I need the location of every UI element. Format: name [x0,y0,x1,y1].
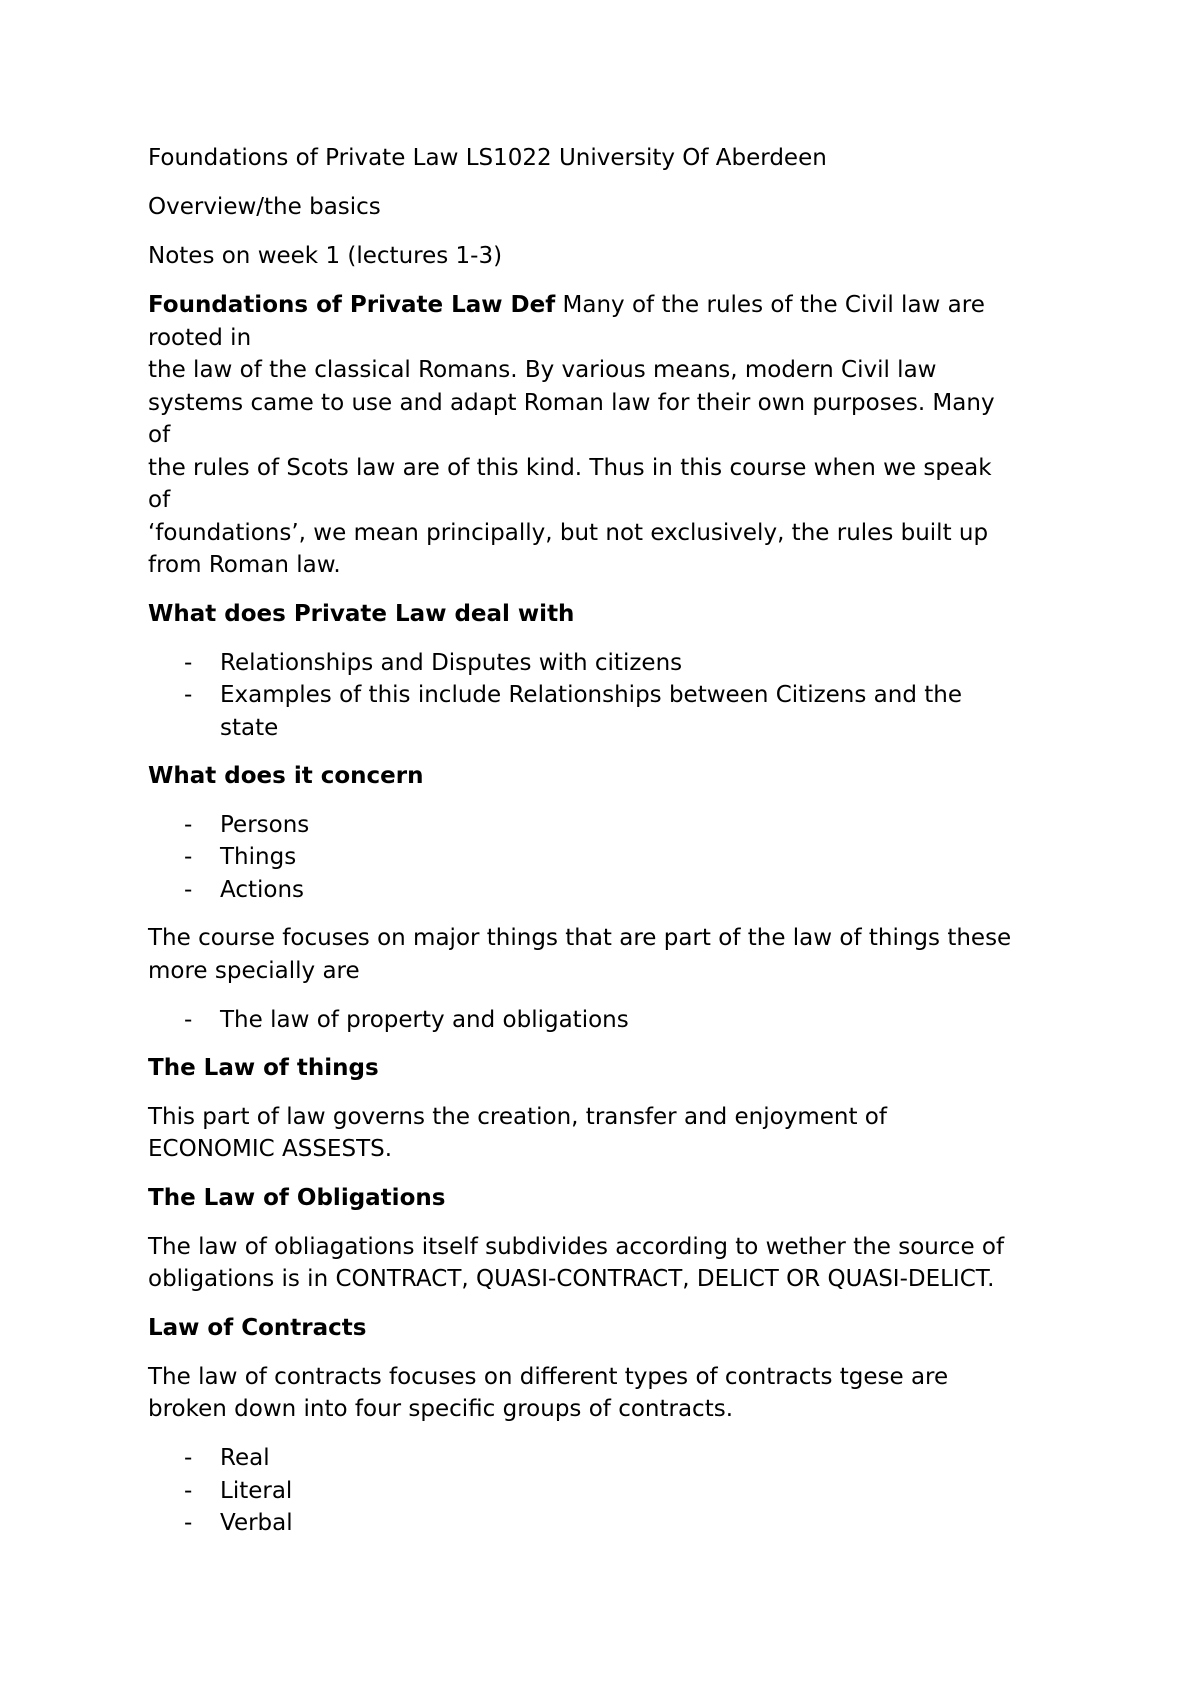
law-of-things-paragraph [148,1101,1078,1166]
contracts-paragraph [148,1361,1078,1426]
list-item-text: Things [220,844,297,870]
document-subtitle: Overview/the basics [148,194,381,220]
contracts-line: broken down into four specific groups of contracts. [148,1396,734,1422]
intro-bold-lead: Foundations of Private Law Def [148,292,556,318]
list-item-text: Persons [220,811,310,838]
list-dash-marker: - [184,811,193,838]
heading-concern: What does it concern [148,763,424,789]
list-item [148,809,1078,842]
heading-law-of-obligations: The Law of Obligations [148,1185,446,1211]
intro-line: systems came to use and adapt Roman law for their own purposes. Many [148,389,995,416]
document-body [148,142,1078,1556]
list-item-text: Relationships and Disputes with citizens [220,649,683,676]
list-item [148,1004,1078,1037]
list-dash-marker: - [184,876,193,903]
list-dash-marker: - [184,649,193,676]
obligations-line: obligations is in CONTRACT, QUASI-CONTRACT, DELICT OR QUASI-DELICT. [148,1266,995,1292]
list-item [148,1442,1078,1475]
concern-list [148,809,1078,907]
intro-line: from Roman law. [148,552,341,578]
list-item-text: Examples of this include Relationships between Citizens and the [220,682,963,708]
intro-line: of [148,422,171,448]
heading-law-of-contracts: Law of Contracts [148,1315,367,1341]
list-item-text: state [220,714,279,741]
focus-paragraph [148,922,1078,987]
law-of-things-line: This part of law governs the creation, transfer and enjoyment of [148,1103,887,1130]
list-item-text: Literal [220,1477,293,1504]
list-item [148,1507,1078,1540]
intro-line: the law of the classical Romans. By various means, modern Civil law [148,357,937,383]
list-item-text: Verbal [220,1510,293,1536]
focus-line: The course focuses on major things that are part of the law of things these [148,925,1012,951]
list-item [148,647,1078,680]
list-item-text: Real [220,1445,270,1471]
list-item-text: Actions [220,876,305,903]
obligations-line: The law of obliagations itself subdivides according to wether the source of [148,1233,1005,1260]
list-item [148,874,1078,907]
document-title: Foundations of Private Law LS1022 University Of Aberdeen [148,145,827,171]
intro-first-line [148,289,1078,322]
obligations-paragraph [148,1231,1078,1296]
heading-deal-with: What does Private Law deal with [148,601,575,627]
list-dash-marker: - [184,844,193,870]
heading-law-of-things: The Law of things [148,1055,379,1081]
intro-line: of [148,487,171,513]
intro-line: ‘foundations’, we mean principally, but not exclusively, the rules built up [148,519,989,546]
list-item [148,841,1078,874]
week-notes-line: Notes on week 1 (lectures 1-3) [148,243,503,269]
focus-line: more specially are [148,957,360,984]
list-item-text: The law of property and obligations [220,1006,629,1033]
deal-with-list [148,647,1078,745]
law-of-things-line: ECONOMIC ASSESTS. [148,1136,393,1162]
list-dash-marker: - [184,1510,193,1536]
contracts-list [148,1442,1078,1540]
list-dash-marker: - [184,682,193,708]
list-dash-marker: - [184,1445,193,1471]
intro-line: rooted in [148,324,252,351]
focus-list [148,1004,1078,1037]
list-item [148,1475,1078,1508]
list-dash-marker: - [184,1006,193,1033]
list-item [148,679,1078,744]
contracts-line: The law of contracts focuses on different types of contracts tgese are [148,1363,949,1390]
list-dash-marker: - [184,1477,193,1504]
intro-paragraph [148,289,1078,582]
intro-line: the rules of Scots law are of this kind. Thus in this course when we speak [148,454,992,481]
intro-first-line-rest: Many of the rules of the Civil law are [555,292,985,318]
